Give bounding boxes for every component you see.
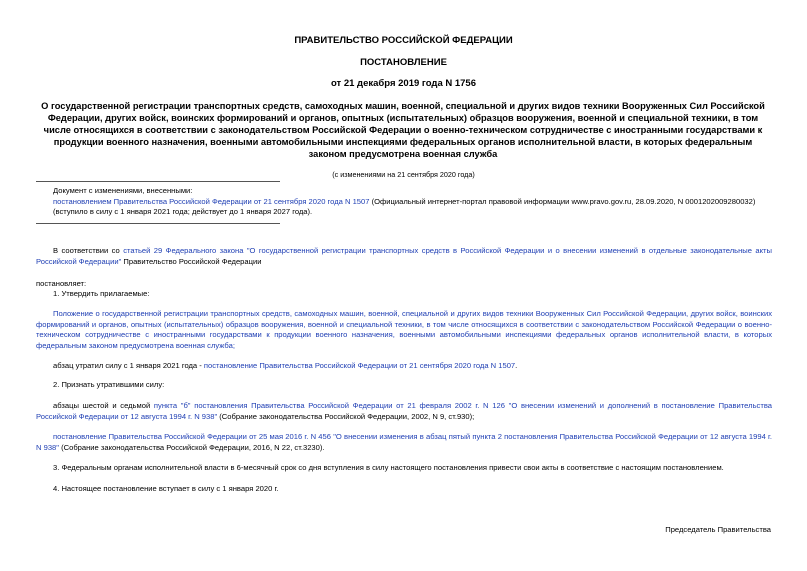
item-3: 3. Федеральным органам исполнительной власти в 6-месячный срок со дня вступления в силу настоящего постановления привести свои акты в соответствие с настоящим постановлением.	[53, 463, 724, 472]
government-heading: ПРАВИТЕЛЬСТВО РОССИЙСКОЙ ФЕДЕРАЦИИ	[294, 35, 513, 46]
lapsed-tail: .	[515, 361, 518, 370]
item-1: 1. Утвердить прилагаемые:	[53, 289, 150, 298]
document-title: О государственной регистрации транспортных средств, самоходных машин, военной, специальной и других видов техники Вооруженных Сил Российской Федерации, других войск, воинских формирований и органов, опытных (испытательных) образцов вооружения, военной и специальной техники, в том числе относящихся в соответствии с законодательством Российской Федерации о военно-техническом сотрудничестве с иностранными государствами к продукции военного назначения, военными автомобильными инспекциями федеральных органов исполнительной власти, в которых федеральным законом предусмотрена военная служба	[41, 101, 765, 159]
amendment-link[interactable]: постановлением Правительства Российской Федерации от 21 сентября 2020 года N 1507	[53, 196, 370, 206]
void-act-2-tail: (Собрание законодательства Российской Федерации, 2016, N 22, ст.3230).	[58, 442, 325, 452]
preamble-lead: В соответствии со	[53, 246, 124, 255]
amendments-block	[53, 186, 773, 218]
preamble-tail: Правительство Российской Федерации	[121, 256, 262, 266]
void-act-2	[36, 432, 772, 453]
void-act-1-link[interactable]: пункта "б" постановления Правительства Российской Федерации от 21 февраля 2002 г. N 126 "О внесении изменений и дополнений в постановление Правительства Российской Федерации от 12 августа 1994 г. N 938"	[36, 401, 772, 421]
void-act-1-lead: абзацы шестой и седьмой	[53, 401, 154, 410]
preamble	[36, 246, 772, 267]
lapsed-link[interactable]: постановление Правительства Российской Федерации от 21 сентября 2020 года N 1507	[203, 361, 516, 370]
federal-law-link[interactable]: статьей 29 Федерального закона "О государственной регистрации транспортных средств в Российской Федерации и о внесении изменений в отдельные законодательные акты Российской Федерации"	[36, 246, 772, 266]
void-act-2-link[interactable]: постановление Правительства Российской Федерации от 25 мая 2016 г. N 456 "О внесении изменения в абзац пятый пункта 2 постановления Правительства Российской Федерации от 12 августа 1994 г. N 938"	[36, 432, 772, 452]
amendment-details: (Официальный интернет-портал правовой информации www.pravo.gov.ru, 28.09.2020, N 0001202009280032) (вступило в силу с 1 января 2021 года; действует до 1 января 2027 года).	[53, 196, 756, 217]
void-act-1	[36, 401, 772, 422]
item-1-regulation	[36, 309, 772, 351]
item-2: 2. Признать утратившими силу:	[53, 380, 165, 389]
amendments-intro: Документ с изменениями, внесенными:	[53, 186, 193, 195]
regulation-link[interactable]: Положение о государственной регистрации транспортных средств, самоходных машин, военной, специальной и других видов техники Вооруженных Сил Российской Федерации, других войск, воинских формирований и органов, опытных (испытательных) образцов вооружения, военной и специальной техники, в том числе относящихся в соответствии с законодательством Российской Федерации о военно-техническом сотрудничестве с иностранными государствами к продукции военного назначения, военными автомобильными инспекциями федеральных органов исполнительной власти, в которых федеральным законом предусмотрена военная служба;	[36, 309, 772, 350]
decides-label: постановляет:	[36, 279, 87, 288]
revision-note: (с изменениями на 21 сентября 2020 года)	[332, 170, 475, 179]
amendments-rule-bottom	[36, 223, 280, 224]
signature: Председатель Правительства	[665, 525, 771, 534]
void-act-1-tail: (Собрание законодательства Российской Федерации, 2002, N 9, ст.930);	[217, 411, 475, 421]
lapsed-paragraph	[53, 361, 773, 372]
document-date-number: от 21 декабря 2019 года N 1756	[330, 78, 476, 89]
document-type: ПОСТАНОВЛЕНИЕ	[360, 57, 447, 68]
amendments-body	[53, 197, 773, 218]
item-4: 4. Настоящее постановление вступает в силу с 1 января 2020 г.	[53, 484, 279, 493]
lapsed-lead: абзац утратил силу с 1 января 2021 года -	[53, 361, 204, 370]
amendments-rule-top	[36, 181, 280, 182]
